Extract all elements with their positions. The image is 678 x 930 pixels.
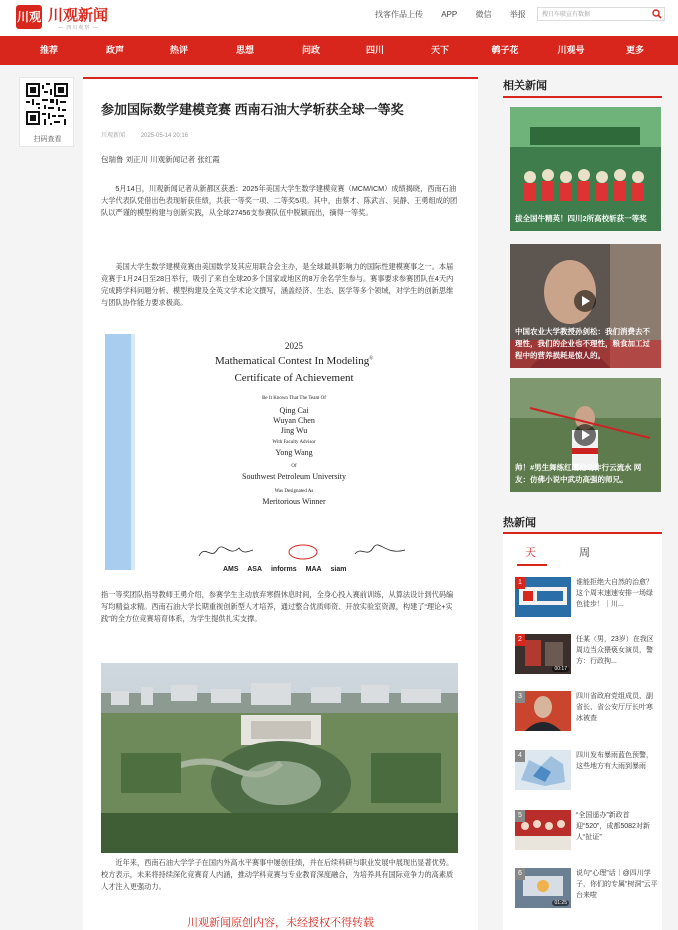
top-link-app[interactable]: APP: [441, 10, 458, 19]
cert-of: Of: [291, 464, 297, 469]
video-duration: 00:17: [554, 666, 567, 672]
nav-item-thought[interactable]: 思想: [235, 45, 254, 55]
hot-news-text: 任某（男，23岁）在我区周边当众猥亵女演员，警方：行政拘...: [576, 636, 654, 665]
hot-news-item[interactable]: [515, 634, 655, 678]
cert-member: Jing Wu: [280, 426, 308, 435]
related-news-title: 相关新闻: [503, 80, 547, 92]
hot-news-text: 谁能拒绝大自然的治愈？这个周末速速安排一场绿色徒步！｜川...: [576, 579, 653, 608]
logo-asa: ASA: [247, 566, 263, 573]
cert-designated: Was Designated As: [274, 489, 314, 494]
nav-item-more[interactable]: 更多: [625, 45, 644, 55]
hot-rank: 4: [515, 750, 525, 762]
hot-news-item[interactable]: [515, 750, 655, 794]
article-paragraph: 5月14日，川观新闻记者从新都区获悉：2025年美国大学生数学建模竞赛（MCM/ICM）成绩揭晓，西南石油大学代表队凭借出色表现斩获佳绩，共获一等奖一项、二等奖5项。其中，由蔡才、陈武言、吴静、王勇组成的团队以严谨的模型构建与创新实践，从全球27456支参赛队伍中脱颖而出，摘得一等奖。: [101, 184, 458, 217]
qr-code-panel: [19, 77, 74, 147]
article-title: 参加国际数学建模竞赛 西南石油大学斩获全球一等奖: [101, 102, 404, 117]
hot-news-text: 说句“心理”话｜@四川学子，你们的专属“树洞”云平台来啦: [576, 870, 658, 899]
top-links: [375, 9, 542, 20]
logo-ams: AMS: [223, 566, 239, 573]
article-paragraph: 指一等奖团队指导教师王勇介绍，参赛学生主动放弃寒假休息时间，全身心投入赛前训练，从算法设计到代码编写均精益求精。西南石油大学长期重视创新型人才培养，通过整合优质师资、开放实验室资源，构建了“理论+实践”的全方位竞赛培育体系，为学生提供扎实支撑。: [101, 590, 454, 623]
related-title-underline: [503, 96, 662, 98]
hot-news-text: “全国遥办”新政首迎“520”，成都5082对新人“扯证”: [576, 812, 650, 841]
hot-news-item[interactable]: [515, 868, 658, 912]
related-news-item[interactable]: [510, 378, 661, 492]
hot-rank: 5: [515, 810, 525, 822]
search-icon[interactable]: [652, 9, 662, 19]
nav-item-comment[interactable]: 热评: [169, 45, 188, 55]
top-link-wechat[interactable]: 微信: [475, 10, 492, 19]
article: [83, 77, 478, 930]
logo-siam: siam: [330, 566, 347, 573]
cert-known: Be It Known That The Team Of: [262, 396, 326, 401]
main-nav: [0, 36, 678, 65]
cert-year: 2025: [285, 341, 303, 351]
hot-rank: 2: [515, 634, 525, 646]
search-placeholder: 搜日车联宣有数据: [542, 12, 591, 18]
nav-item-sichuan[interactable]: 四川: [365, 45, 384, 55]
cert-subtitle: Certificate of Achievement: [234, 372, 354, 384]
video-play-icon[interactable]: [574, 424, 596, 446]
campus-aerial-photo: [101, 663, 458, 853]
search-input[interactable]: [537, 7, 665, 21]
hot-rank: 6: [515, 868, 525, 880]
article-meta: [101, 130, 202, 139]
cert-advisor: Yong Wang: [275, 448, 313, 457]
logo-text[interactable]: 川观新闻: [48, 6, 109, 24]
cert-member: Wuyan Chen: [273, 416, 315, 425]
related-caption: 中国农业大学教授孙剑松：我们消费去不理性，我们的企业也不理性，粮食加工过程中的营养损耗是惊人的。: [515, 327, 650, 360]
cert-school: Southwest Petroleum University: [242, 472, 346, 481]
hot-news-panel: [503, 534, 662, 930]
logo-subtitle: — 四川观察 —: [58, 25, 99, 31]
related-news-item[interactable]: [510, 107, 661, 231]
related-news-item[interactable]: [510, 244, 661, 368]
qr-label: 扫码查看: [33, 136, 62, 143]
hot-rank: 1: [515, 577, 525, 589]
qr-code: [26, 83, 68, 125]
cert-registered-mark: ®: [369, 356, 374, 362]
site-header: [0, 0, 678, 36]
logo-informs: informs: [270, 566, 297, 573]
certificate-border: [105, 334, 135, 570]
tab-week[interactable]: 周: [579, 547, 590, 559]
article-source[interactable]: 川观新闻: [101, 133, 126, 139]
nav-item-inquiry[interactable]: 问政: [301, 45, 320, 55]
top-link-upload[interactable]: 找客作品上传: [375, 10, 423, 19]
logo-mark[interactable]: 川观: [16, 5, 42, 29]
hot-news-text: 四川发布暴雨蓝色预警，这些地方有大雨到暴雨: [576, 752, 653, 770]
top-link-report[interactable]: 举报: [509, 10, 526, 19]
hot-news-item[interactable]: [515, 577, 655, 621]
hot-rank: 3: [515, 691, 525, 703]
cert-member: Qing Cai: [279, 406, 309, 415]
video-play-icon[interactable]: [574, 290, 596, 312]
nav-item-recommend[interactable]: 推荐: [39, 45, 58, 55]
cert-contest-name: Mathematical Contest In Modeling: [214, 355, 370, 367]
hot-news-title: 热新闻: [503, 517, 536, 529]
article-author: 包瑞鲁 刘正川 川观新闻记者 张红霞: [101, 155, 220, 164]
hot-news-item[interactable]: [515, 810, 655, 854]
certificate-image: [103, 334, 459, 584]
nav-item-account[interactable]: 川观号: [557, 45, 585, 55]
cert-contest: [165, 355, 423, 367]
article-paragraph: 近年来，西南石油大学学子在国内外高水平赛事中屡创佳绩，并在后续科研与职业发展中展现出显著优势。校方表示，未来将持续深化竞赛育人内涵，推动学科竞赛与专业教育深度融合，为培养具有国际竞争力的高素质人才注入更强动力。: [101, 858, 454, 891]
article-date: 2025-05-14 20:16: [140, 133, 189, 139]
video-duration: 01:25: [554, 900, 567, 906]
tab-day[interactable]: 天: [525, 547, 536, 559]
logo-maa: MAA: [305, 566, 322, 573]
nav-item-politics[interactable]: 政声: [105, 45, 124, 55]
cert-award: Meritorious Winner: [262, 497, 326, 506]
active-tab-indicator: [517, 564, 547, 566]
nav-item-world[interactable]: 天下: [430, 45, 449, 55]
sponsor-logos: [223, 566, 353, 573]
related-caption: 帅！#男生舞练红缨枪动作行云流水 网友：仿佛小说中武功高强的师兄。: [515, 463, 642, 484]
hot-news-item[interactable]: [515, 691, 655, 735]
nav-item-flower[interactable]: 鹌子花: [491, 45, 519, 55]
signatures: [195, 542, 415, 562]
cert-advisor-label: With Faculty Advisor: [272, 440, 316, 445]
hot-news-text: 四川省政府党组成员、副省长、省公安厅厅长叶寒冰被查: [576, 693, 653, 722]
article-paragraph: 美国大学生数学建模竞赛由美国数学及其应用联合会主办，是全球最具影响力的国际性建模赛事之一。本届竞赛于1月24日至28日举行，吸引了来自全球20多个国家或地区的8万余名学生参与。赛事要求参赛团队在4天内完成跨学科问题分析、模型构建及全英文学术论文撰写，涵盖经济、生态、医学等多个领域，对学生的创新思维与团队协作能力要求极高。: [101, 262, 454, 307]
copyright-notice: 川观新闻原创内容，未经授权不得转载: [187, 917, 374, 929]
related-caption: 拔全国牛精英！四川2所高校斩获一等奖: [515, 214, 647, 223]
